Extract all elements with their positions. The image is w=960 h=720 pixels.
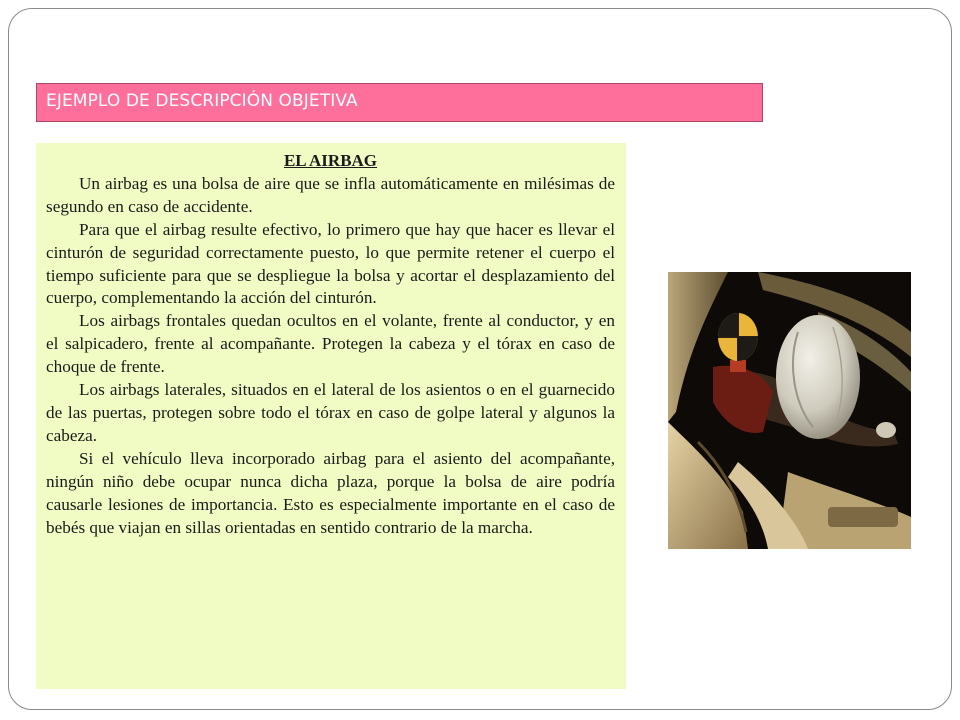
article-text-box xyxy=(36,143,626,689)
article-paragraph-4: Los airbags laterales, situados en el lateral de los asientos o en el guarnecido de las puertas, protegen sobre todo el tórax en caso de golpe lateral y algunos la cabeza. xyxy=(46,380,615,445)
article-paragraph-5: Si el vehículo lleva incorporado airbag para el asiento del acompañante, ningún niño debe ocupar nunca dicha plaza, porque la bolsa de aire podría causarle lesiones de importancia. Esto es especialmente importante en el caso de bebés que viajan en sillas orientadas en sentido contrario de la marcha. xyxy=(46,448,615,537)
airbag-crash-test-photo xyxy=(668,272,911,549)
article-heading: EL AIRBAG xyxy=(283,151,378,170)
title-banner xyxy=(36,83,763,122)
article-paragraph-2: Para que el airbag resulte efectivo, lo primero que hay que hacer es llevar el cinturón de seguridad correctamente puesto, lo que permite retener el cuerpo el tiempo suficiente para que se despliegue la bolsa y acortar el desplazamiento del cuerpo, complementando la acción del cinturón. xyxy=(46,219,615,308)
article-paragraph-1: Un airbag es una bolsa de aire que se infla automáticamente en milésimas de segundo en caso de accidente. xyxy=(46,173,615,216)
article-paragraph-3: Los airbags frontales quedan ocultos en el volante, frente al conductor, y en el salpicadero, frente al acompañante. Protegen la cabeza y el tórax en caso de choque de frente. xyxy=(46,311,615,377)
slide-title: EJEMPLO DE DESCRIPCIÓN OBJETIVA xyxy=(46,91,358,111)
